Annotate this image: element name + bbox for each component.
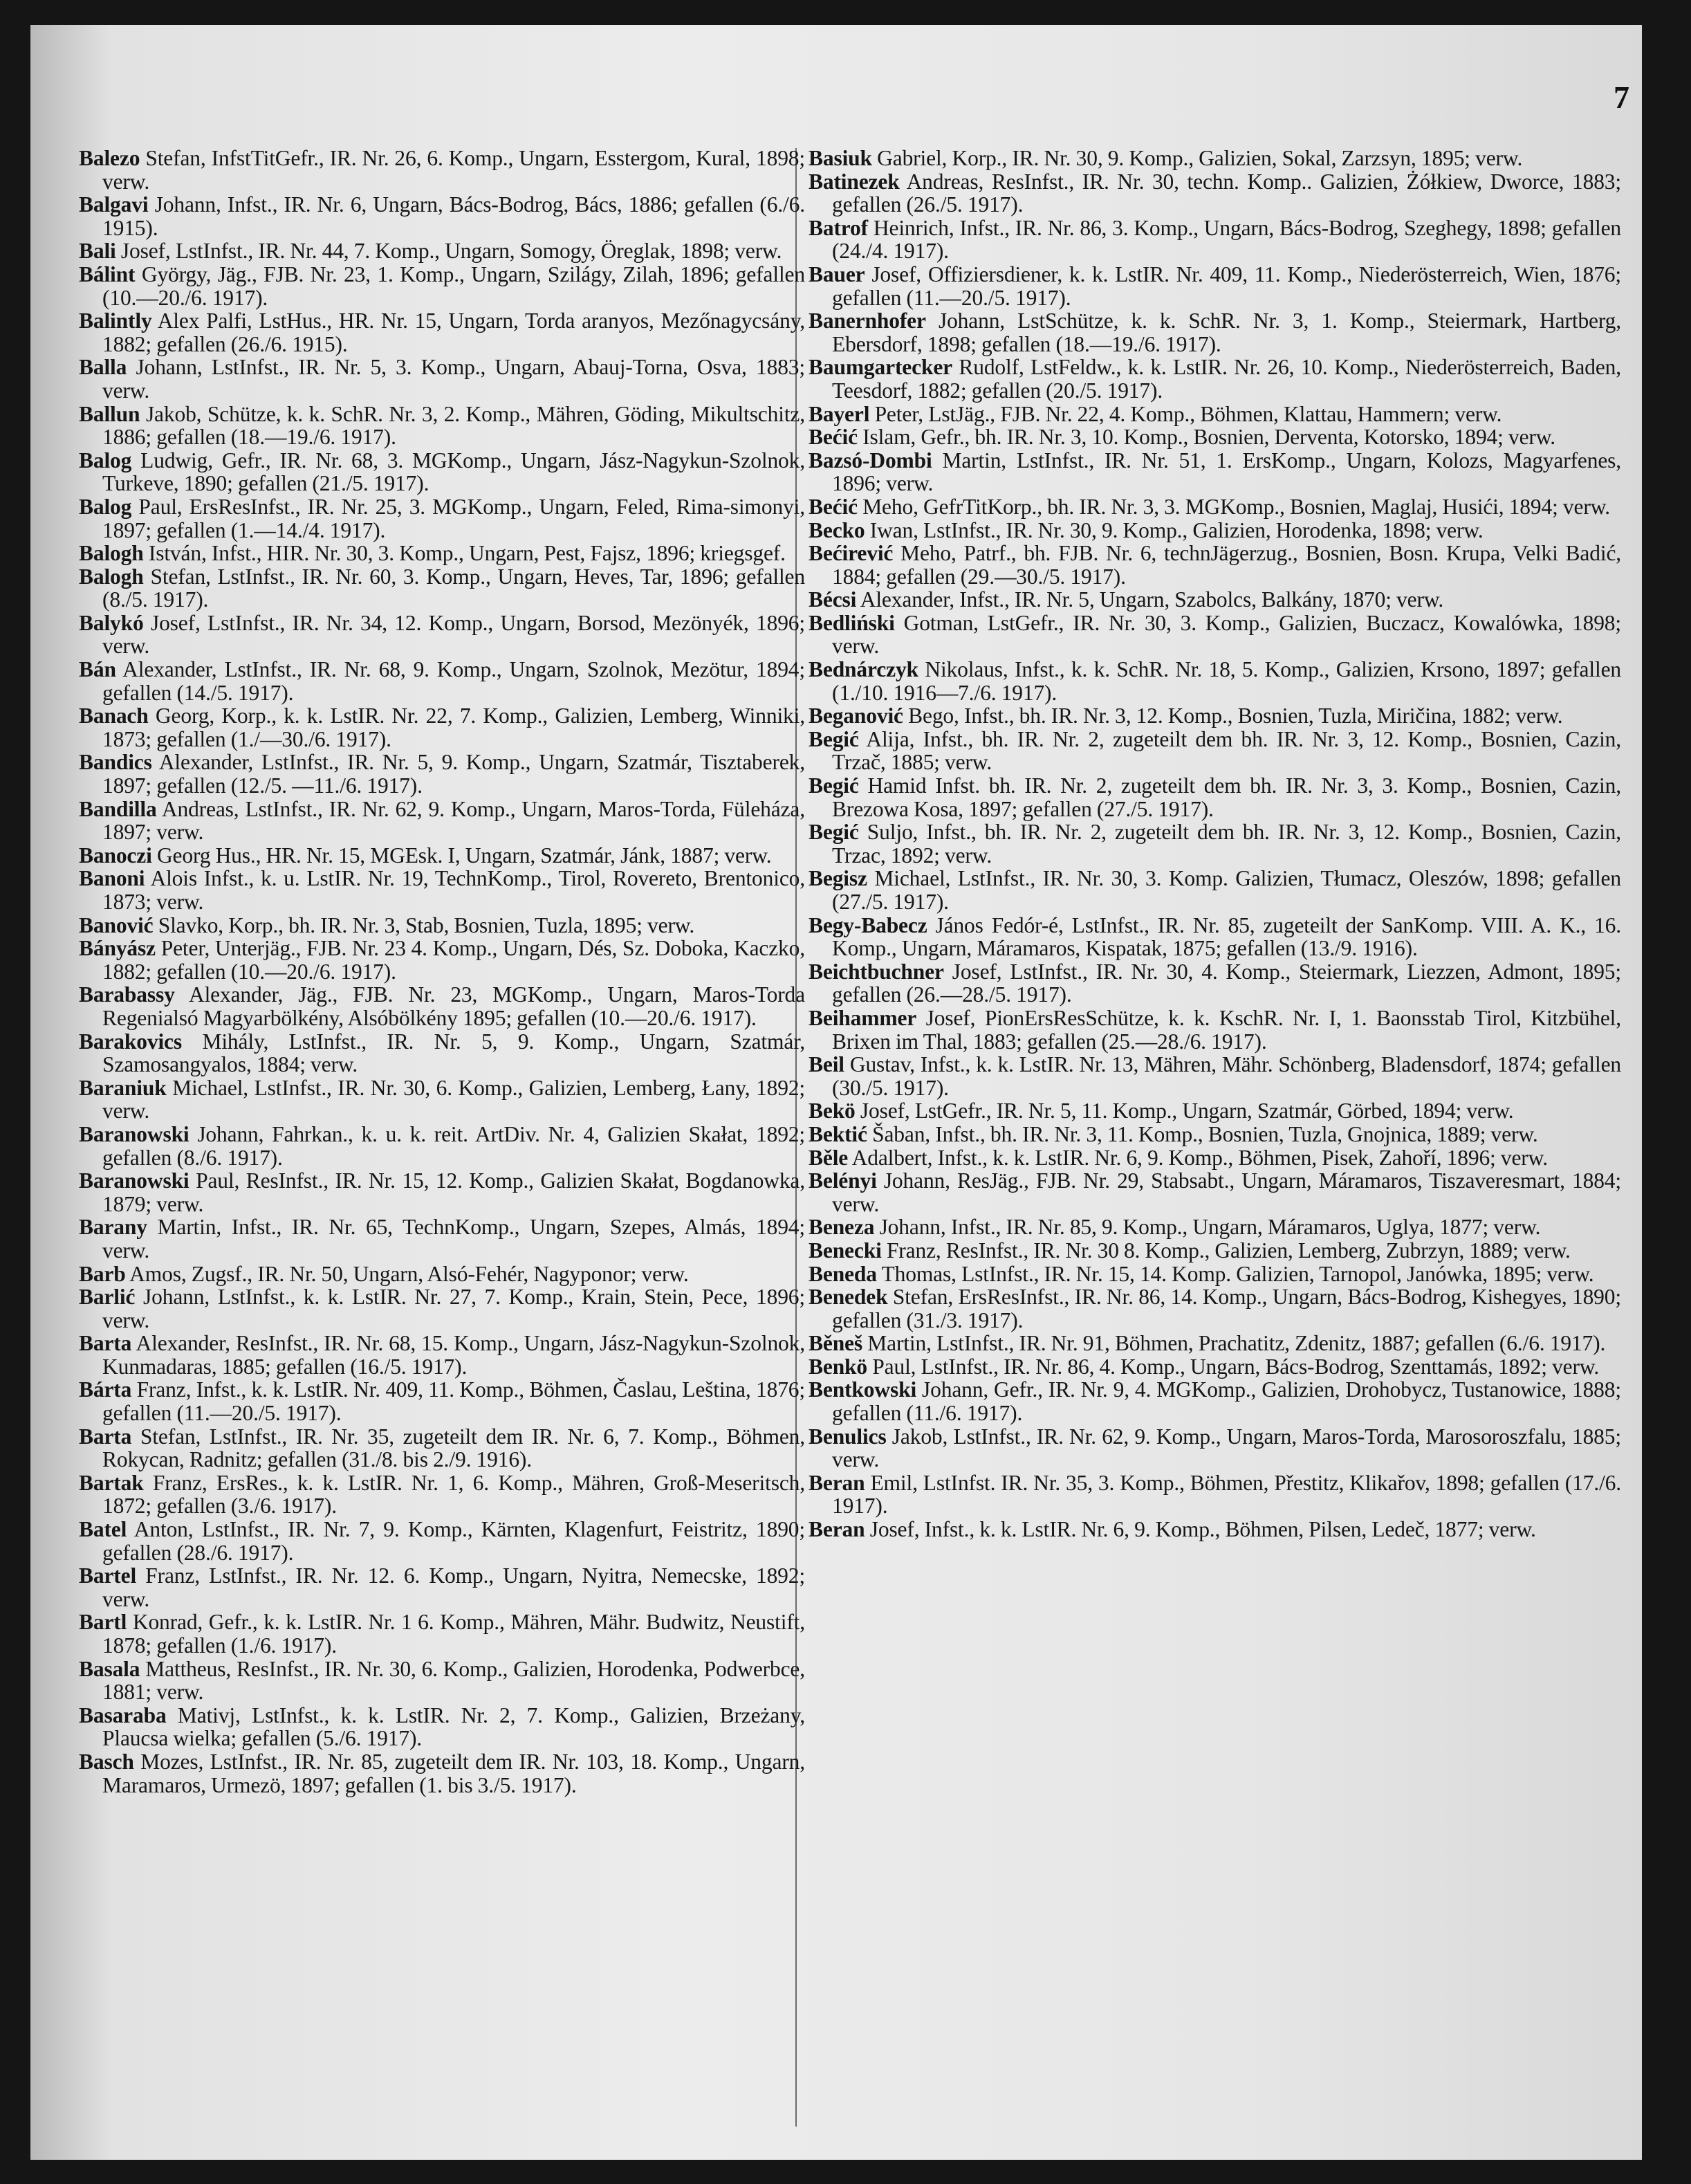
entry-details: Paul, ResInfst., IR. Nr. 15, 12. Komp., Galizien Skałat, Bogdanowka, 1879; verw. xyxy=(102,1168,805,1216)
entry-details: Mozes, LstInfst., IR. Nr. 85, zugeteilt dem IR. Nr. 103, 18. Komp., Ungarn, Maramaros, Urmezö, 1897; gefallen (1. bis 3./5. 1917). xyxy=(102,1749,806,1797)
casualty-entry xyxy=(79,914,805,937)
entry-surname: Balogh xyxy=(79,541,144,566)
casualty-entry xyxy=(79,239,805,263)
casualty-entry xyxy=(808,1146,1621,1170)
entry-surname: Bektić xyxy=(808,1121,867,1146)
entry-details: Konrad, Gefr., k. k. LstIR. Nr. 1 6. Komp., Mähren, Mähr. Budwitz, Neustift, 1878; gefallen (1./6. 1917). xyxy=(102,1610,805,1658)
entry-details: Islam, Gefr., bh. IR. Nr. 3, 10. Komp., Bosnien, Derventa, Kotorsko, 1894; verw. xyxy=(862,425,1556,450)
entry-details: Johann, ResJäg., FJB. Nr. 29, Stabsabt., Ungarn, Máramaros, Tiszaveresmart, 1884; verw. xyxy=(832,1168,1621,1216)
entry-details: Gustav, Infst., k. k. LstIR. Nr. 13, Mähren, Mähr. Schönberg, Bladensdorf, 1874; gefallen (30./5. 1917). xyxy=(832,1052,1622,1100)
entry-surname: Beneda xyxy=(808,1261,877,1286)
entry-details: Jakob, LstInfst., IR. Nr. 62, 9. Komp., Ungarn, Maros-Torda, Marosoroszfalu, 1885; verw. xyxy=(832,1424,1621,1472)
entry-surname: Bazsó-Dombi xyxy=(808,448,932,472)
entry-details: Alexander, ResInfst., IR. Nr. 68, 15. Komp., Ungarn, Jász-Nagykun-Szolnok, Kunmadaras, 1885; gefallen (16./5. 1917). xyxy=(102,1331,805,1379)
casualty-entry xyxy=(79,263,805,309)
entry-details: Johann, LstSchütze, k. k. SchR. Nr. 3, 1. Komp., Steiermark, Hartberg, Ebersdorf, 1898; gefallen (18.—19./6. 1917). xyxy=(832,309,1621,356)
casualty-entry xyxy=(808,1169,1621,1215)
entry-surname: Bécsi xyxy=(808,587,857,612)
entry-details: Jakob, Schütze, k. k. SchR. Nr. 3, 2. Komp., Mähren, Göding, Mikultschitz, 1886; gefallen (18.—19./6. 1917). xyxy=(102,401,805,450)
casualty-entry xyxy=(808,1053,1621,1099)
casualty-entry xyxy=(79,542,805,565)
entry-surname: Begić xyxy=(808,773,859,798)
entry-surname: Begić xyxy=(808,820,859,845)
entry-surname: Balykó xyxy=(79,610,144,635)
entry-surname: Bećirević xyxy=(808,541,894,566)
casualty-entry xyxy=(79,356,805,402)
casualty-entry xyxy=(808,217,1621,263)
entry-surname: Benkö xyxy=(808,1354,868,1379)
entry-surname: Bárta xyxy=(79,1377,132,1402)
casualty-entry xyxy=(808,449,1621,495)
entry-surname: Barakovics xyxy=(79,1029,183,1054)
entry-details: Alois Infst., k. u. LstIR. Nr. 19, TechnKomp., Tirol, Rovereto, Brentonico, 1873; verw. xyxy=(102,866,805,914)
entry-details: Franz, LstInfst., IR. Nr. 12. 6. Komp., Ungarn, Nyitra, Nemecske, 1892; verw. xyxy=(102,1563,805,1611)
entry-details: Johann, Gefr., IR. Nr. 9, 4. MGKomp., Galizien, Drohobycz, Tustanowice, 1888; gefallen (11./6. 1917). xyxy=(832,1377,1621,1426)
entry-surname: Beganović xyxy=(808,704,903,728)
casualty-entry xyxy=(808,704,1621,728)
casualty-entry xyxy=(808,425,1621,449)
entry-details: Georg Hus., HR. Nr. 15, MGEsk. I, Ungarn, Szatmár, Jánk, 1887; verw. xyxy=(156,843,772,868)
entry-surname: Bayerl xyxy=(808,401,870,426)
entry-surname: Begić xyxy=(808,726,859,751)
casualty-entry xyxy=(79,844,805,868)
entry-details: Josef, LstInfst., IR. Nr. 34, 12. Komp., Ungarn, Borsod, Mezönyék, 1896; verw. xyxy=(102,610,805,659)
entry-details: Meho, GefrTitKorp., bh. IR. Nr. 3, 3. MGKomp., Bosnien, Maglaj, Husići, 1894; verw. xyxy=(862,494,1610,519)
entry-surname: Batrof xyxy=(808,215,869,240)
entry-surname: Balogh xyxy=(79,564,144,589)
entry-details: Peter, Unterjäg., FJB. Nr. 23 4. Komp., Ungarn, Dés, Sz. Doboka, Kaczko, 1882; gefallen (10.—20./6. 1917). xyxy=(102,936,805,984)
entry-details: István, Infst., HIR. Nr. 30, 3. Komp., Ungarn, Pest, Fajsz, 1896; kriegsgef. xyxy=(148,541,786,566)
casualty-entry xyxy=(79,1332,805,1378)
entry-surname: Banach xyxy=(79,704,149,728)
entry-surname: Běneš xyxy=(808,1331,863,1356)
entry-surname: Balla xyxy=(79,355,127,380)
entry-details: Mihály, LstInfst., IR. Nr. 5, 9. Komp., Ungarn, Szatmár, Szamosangyalos, 1884; verw. xyxy=(102,1029,806,1077)
entry-surname: Bán xyxy=(79,657,116,682)
entry-details: Ludwig, Gefr., IR. Nr. 68, 3. MGKomp., Ungarn, Jász-Nagykun-Szolnok, Turkeve, 1890; gefallen (21./5. 1917). xyxy=(102,448,805,496)
entry-details: Josef, Offiziersdiener, k. k. LstIR. Nr. 409, 11. Komp., Niederösterreich, Wien, 1876; gefallen (11.—20./5. 1917). xyxy=(832,261,1621,310)
casualty-entry xyxy=(808,1355,1621,1379)
casualty-entry xyxy=(79,937,805,983)
casualty-entry xyxy=(79,658,805,704)
casualty-entry xyxy=(79,983,805,1029)
casualty-entry xyxy=(808,1378,1621,1424)
entry-surname: Batel xyxy=(79,1517,127,1542)
casualty-entry xyxy=(808,1007,1621,1053)
entry-details: Mattheus, ResInfst., IR. Nr. 30, 6. Komp., Galizien, Horodenka, Podwerbce, 1881; verw. xyxy=(102,1656,805,1705)
entry-details: Stefan, LstInfst., IR. Nr. 35, zugeteilt dem IR. Nr. 6, 7. Komp., Böhmen, Rokycan, Radnitz; gefallen (31./8. bis 2./9. 1916). xyxy=(102,1424,805,1472)
casualty-entry xyxy=(808,774,1621,820)
casualty-entry xyxy=(808,495,1621,519)
entry-surname: Banović xyxy=(79,912,154,937)
entry-details: Josef, LstGefr., IR. Nr. 5, 11. Komp., Ungarn, Szatmár, Görbed, 1894; verw. xyxy=(860,1099,1514,1123)
entry-surname: Banoczi xyxy=(79,843,152,868)
casualty-entry xyxy=(79,1611,805,1657)
entry-surname: Balezo xyxy=(79,146,140,170)
entry-details: Michael, LstInfst., IR. Nr. 30, 3. Komp. Galizien, Tłumacz, Oleszów, 1898; gefallen (27./5. 1917). xyxy=(832,866,1621,914)
casualty-entry xyxy=(808,588,1621,612)
casualty-entry xyxy=(808,1471,1621,1518)
entry-details: Andreas, ResInfst., IR. Nr. 30, techn. Komp.. Galizien, Żółkiew, Dworce, 1883; gefallen (26./5. 1917). xyxy=(832,169,1621,217)
entry-details: Adalbert, Infst., k. k. LstIR. Nr. 6, 9. Komp., Böhmen, Pisek, Zahoří, 1896; verw. xyxy=(851,1145,1548,1170)
entry-details: Stefan, ErsResInfst., IR. Nr. 86, 14. Komp., Ungarn, Bács-Bodrog, Kishegyes, 1890; gefallen (31./3. 1917). xyxy=(832,1285,1621,1332)
casualty-entry xyxy=(808,1215,1621,1239)
entry-details: Heinrich, Infst., IR. Nr. 86, 3. Komp., Ungarn, Bács-Bodrog, Szeghegy, 1898; gefallen (24./4. 1917). xyxy=(832,215,1621,264)
casualty-entry xyxy=(808,147,1621,170)
entry-details: Suljo, Infst., bh. IR. Nr. 2, zugeteilt dem bh. IR. Nr. 3, 12. Komp., Bosnien, Cazin, Trzac, 1892; verw. xyxy=(832,820,1622,868)
entry-details: Alexander, LstInfst., IR. Nr. 5, 9. Komp., Ungarn, Szatmár, Tisztaberek, 1897; gefallen (12./5. —11./6. 1917). xyxy=(102,750,805,798)
entry-details: Michael, LstInfst., IR. Nr. 30, 6. Komp., Galizien, Lemberg, Łany, 1892; verw. xyxy=(102,1075,805,1123)
casualty-entry xyxy=(79,1704,805,1750)
casualty-entry xyxy=(79,495,805,542)
casualty-entry xyxy=(808,263,1621,309)
casualty-entry xyxy=(79,1564,805,1611)
casualty-entry xyxy=(808,867,1621,913)
casualty-entry xyxy=(79,1518,805,1564)
casualty-entry xyxy=(808,519,1621,542)
right-column xyxy=(808,147,1621,1541)
entry-details: Emil, LstInfst. IR. Nr. 35, 3. Komp., Böhmen, Přestitz, Klikařov, 1898; gefallen (17./6. 1917). xyxy=(832,1470,1622,1518)
entry-surname: Beran xyxy=(808,1517,865,1542)
entry-details: Paul, ErsResInfst., IR. Nr. 25, 3. MGKomp., Ungarn, Feled, Rima-simonyi, 1897; gefallen (1.—14./4. 1917). xyxy=(102,494,805,542)
casualty-entry xyxy=(79,1425,805,1471)
entry-details: Johann, Fahrkan., k. u. k. reit. ArtDiv. Nr. 4, Galizien Skałat, 1892; gefallen (8./6. 1917). xyxy=(102,1121,805,1170)
casualty-entry xyxy=(808,1099,1621,1123)
entry-surname: Bentkowski xyxy=(808,1377,917,1402)
entry-details: Amos, Zugsf., IR. Nr. 50, Ungarn, Alsó-Fehér, Nagyponor; verw. xyxy=(129,1261,689,1286)
entry-surname: Barta xyxy=(79,1424,132,1449)
entry-surname: Baranowski xyxy=(79,1121,190,1146)
entry-surname: Baraniuk xyxy=(79,1075,167,1100)
entry-details: Georg, Korp., k. k. LstIR. Nr. 22, 7. Komp., Galizien, Lemberg, Winniki, 1873; gefallen (1./—30./6. 1917). xyxy=(102,704,805,751)
entry-details: Alex Palfi, LstHus., HR. Nr. 15, Ungarn, Torda aranyos, Mezőnagycsány, 1882; gefallen (26./6. 1915). xyxy=(102,309,805,356)
entry-surname: Benecki xyxy=(808,1238,882,1263)
entry-surname: Bećić xyxy=(808,494,858,519)
casualty-entry xyxy=(79,565,805,612)
entry-surname: Bandics xyxy=(79,750,152,775)
entry-surname: Baranowski xyxy=(79,1168,190,1193)
entry-surname: Bartak xyxy=(79,1470,144,1495)
entry-details: Martin, LstInfst., IR. Nr. 91, Böhmen, Prachatitz, Zdenitz, 1887; gefallen (6./6. 1917). xyxy=(867,1331,1606,1356)
entry-details: Andreas, LstInfst., IR. Nr. 62, 9. Komp., Ungarn, Maros-Torda, Füleháza, 1897; verw. xyxy=(102,796,805,845)
entry-surname: Bednárczyk xyxy=(808,657,918,682)
entry-surname: Batinezek xyxy=(808,169,900,194)
entry-surname: Banoni xyxy=(79,866,145,891)
entry-details: János Fedór-é, LstInfst., IR. Nr. 85, zugeteilt der SanKomp. VIII. A. K., 16. Komp., Ungarn, Máramaros, Kispatak, 1875; gefallen (13./9. 1916). xyxy=(832,912,1621,961)
entry-details: Franz, ResInfst., IR. Nr. 30 8. Komp., Galizien, Lemberg, Zubrzyn, 1889; verw. xyxy=(886,1238,1571,1263)
entry-surname: Bekö xyxy=(808,1099,856,1123)
entry-surname: Beil xyxy=(808,1052,844,1077)
entry-details: Josef, Infst., k. k. LstIR. Nr. 6, 9. Komp., Böhmen, Pilsen, Ledeč, 1877; verw. xyxy=(869,1517,1536,1542)
entry-surname: Bandilla xyxy=(79,796,157,821)
casualty-entry xyxy=(79,1471,805,1518)
casualty-entry xyxy=(79,1076,805,1123)
entry-details: Johann, LstInfst., k. k. LstIR. Nr. 27, 7. Komp., Krain, Stein, Pece, 1896; verw. xyxy=(102,1285,806,1332)
casualty-entry xyxy=(808,170,1621,217)
entry-surname: Beneza xyxy=(808,1215,875,1240)
entry-details: György, Jäg., FJB. Nr. 23, 1. Komp., Ungarn, Szilágy, Zilah, 1896; gefallen (10.—20./6. 1917). xyxy=(102,261,805,310)
entry-surname: Bartl xyxy=(79,1610,127,1635)
casualty-entry xyxy=(808,1123,1621,1146)
entry-details: Nikolaus, Infst., k. k. SchR. Nr. 18, 5. Komp., Galizien, Krsono, 1897; gefallen (1./10. 1916—7./6. 1917). xyxy=(832,657,1622,705)
entry-details: Stefan, LstInfst., IR. Nr. 60, 3. Komp., Ungarn, Heves, Tar, 1896; gefallen (8./5. 1917). xyxy=(102,564,805,612)
casualty-entry xyxy=(79,1123,805,1169)
entry-details: Martin, Infst., IR. Nr. 65, TechnKomp., Ungarn, Szepes, Almás, 1894; verw. xyxy=(102,1215,805,1263)
entry-surname: Běle xyxy=(808,1145,849,1170)
entry-surname: Balog xyxy=(79,448,132,472)
entry-details: Šaban, Infst., bh. IR. Nr. 3, 11. Komp., Bosnien, Tuzla, Gnojnica, 1889; verw. xyxy=(872,1121,1538,1146)
entry-details: Alexander, Jäg., FJB. Nr. 23, MGKomp., Ungarn, Maros-Torda Regenialsó Magyarbölkény, Alsóbölkény 1895; gefallen (10.—20./6. 1917). xyxy=(102,982,805,1030)
entry-surname: Bányász xyxy=(79,936,156,961)
entry-details: Iwan, LstInfst., IR. Nr. 30, 9. Komp., Galizien, Horodenka, 1898; verw. xyxy=(869,517,1484,542)
entry-details: Alija, Infst., bh. IR. Nr. 2, zugeteilt dem bh. IR. Nr. 3, 12. Komp., Bosnien, Cazin, Trzač, 1885; verw. xyxy=(832,726,1621,775)
entry-details: Gabriel, Korp., IR. Nr. 30, 9. Komp., Galizien, Sokal, Zarzsyn, 1895; verw. xyxy=(877,146,1523,170)
entry-surname: Benulics xyxy=(808,1424,887,1449)
entry-surname: Banernhofer xyxy=(808,309,926,333)
entry-surname: Barb xyxy=(79,1261,126,1286)
entry-surname: Balog xyxy=(79,494,132,519)
casualty-entry xyxy=(808,356,1621,402)
casualty-entry xyxy=(79,867,805,913)
entry-details: Alexander, Infst., IR. Nr. 5, Ungarn, Szabolcs, Balkány, 1870; verw. xyxy=(860,587,1444,612)
casualty-entry xyxy=(79,612,805,658)
casualty-entry xyxy=(79,751,805,797)
entry-details: Johann, Infst., IR. Nr. 6, Ungarn, Bács-Bodrog, Bács, 1886; gefallen (6./6. 1915). xyxy=(102,192,805,240)
casualty-entry xyxy=(79,798,805,844)
casualty-entry xyxy=(808,658,1621,704)
entry-surname: Bali xyxy=(79,239,116,264)
casualty-entry xyxy=(808,1263,1621,1286)
casualty-entry xyxy=(79,1263,805,1286)
casualty-entry xyxy=(79,309,805,356)
entry-surname: Basaraba xyxy=(79,1703,167,1727)
entry-details: Anton, LstInfst., IR. Nr. 7, 9. Komp., Kärnten, Klagenfurt, Feistritz, 1890; gefallen (28./6. 1917). xyxy=(102,1517,805,1565)
casualty-entry xyxy=(79,193,805,239)
entry-details: Franz, Infst., k. k. LstIR. Nr. 409, 11. Komp., Böhmen, Časlau, Leština, 1876; gefallen (11.—20./5. 1917). xyxy=(102,1377,805,1426)
casualty-entry xyxy=(808,960,1621,1007)
entry-surname: Bauer xyxy=(808,261,865,286)
entry-details: Rudolf, LstFeldw., k. k. LstIR. Nr. 26, 10. Komp., Niederösterreich, Baden, Teesdorf, 1882; gefallen (20./5. 1917). xyxy=(832,355,1621,403)
entry-details: Gotman, LstGefr., IR. Nr. 30, 3. Komp., Galizien, Buczacz, Kowalówka, 1898; verw. xyxy=(832,610,1622,659)
entry-surname: Basiuk xyxy=(808,146,872,170)
casualty-entry xyxy=(79,704,805,751)
casualty-entry xyxy=(79,1215,805,1262)
entry-details: Johann, Infst., IR. Nr. 85, 9. Komp., Ungarn, Máramaros, Uglya, 1877; verw. xyxy=(879,1215,1541,1240)
entry-details: Mativj, LstInfst., k. k. LstIR. Nr. 2, 7. Komp., Galizien, Brzeżany, Plaucsa wielka; gefallen (5./6. 1917). xyxy=(102,1703,805,1751)
entry-details: Johann, LstInfst., IR. Nr. 5, 3. Komp., Ungarn, Abauj-Torna, Osva, 1883; verw. xyxy=(102,355,805,403)
entry-details: Josef, LstInfst., IR. Nr. 44, 7. Komp., Ungarn, Somogy, Öreglak, 1898; verw. xyxy=(120,239,782,264)
document-page xyxy=(30,25,1642,2160)
casualty-entry xyxy=(808,612,1621,658)
entry-details: Meho, Patrf., bh. FJB. Nr. 6, technJägerzug., Bosnien, Bosn. Krupa, Velki Badić, 1884; gefallen (29.—30./5. 1917). xyxy=(832,541,1621,589)
entry-surname: Ballun xyxy=(79,401,140,426)
entry-surname: Barany xyxy=(79,1215,147,1240)
entry-details: Peter, LstJäg., FJB. Nr. 22, 4. Komp., Böhmen, Klattau, Hammern; verw. xyxy=(874,401,1502,426)
casualty-entry xyxy=(808,309,1621,356)
casualty-entry xyxy=(808,403,1621,426)
casualty-entry xyxy=(808,820,1621,867)
entry-surname: Balgavi xyxy=(79,192,149,217)
casualty-entry xyxy=(808,1425,1621,1471)
entry-details: Franz, ErsRes., k. k. LstIR. Nr. 1, 6. Komp., Mähren, Groß-Meseritsch, 1872; gefallen (3./6. 1917). xyxy=(102,1470,805,1518)
entry-details: Slavko, Korp., bh. IR. Nr. 3, Stab, Bosnien, Tuzla, 1895; verw. xyxy=(158,912,695,937)
entry-details: Alexander, LstInfst., IR. Nr. 68, 9. Komp., Ungarn, Szolnok, Mezötur, 1894; gefallen (14./5. 1917). xyxy=(102,657,805,705)
entry-surname: Beran xyxy=(808,1470,865,1495)
casualty-entry xyxy=(808,1239,1621,1263)
casualty-entry xyxy=(808,1285,1621,1332)
page-number: 7 xyxy=(1614,80,1629,115)
entry-surname: Baumgartecker xyxy=(808,355,952,380)
left-column xyxy=(79,147,805,1797)
casualty-entry xyxy=(79,1285,805,1332)
entry-details: Hamid Infst. bh. IR. Nr. 2, zugeteilt dem bh. IR. Nr. 3, 3. Komp., Bosnien, Cazin, Brezowa Kosa, 1897; gefallen (27./5. 1917). xyxy=(832,773,1621,821)
entry-surname: Benedek xyxy=(808,1285,888,1310)
entry-details: Stefan, InfstTitGefr., IR. Nr. 26, 6. Komp., Ungarn, Esstergom, Kural, 1898; verw. xyxy=(102,146,805,194)
entry-surname: Barta xyxy=(79,1331,132,1356)
entry-surname: Barlić xyxy=(79,1285,136,1310)
casualty-entry xyxy=(808,728,1621,774)
entry-surname: Bedliński xyxy=(808,610,895,635)
casualty-entry xyxy=(79,1658,805,1704)
casualty-entry xyxy=(79,147,805,193)
casualty-entry xyxy=(808,1332,1621,1355)
entry-surname: Begisz xyxy=(808,866,867,891)
entry-surname: Becko xyxy=(808,517,865,542)
entry-surname: Bálint xyxy=(79,261,136,286)
casualty-entry xyxy=(79,403,805,449)
casualty-entry xyxy=(808,914,1621,960)
entry-surname: Basala xyxy=(79,1656,140,1681)
casualty-entry xyxy=(79,1750,805,1797)
entry-surname: Balintly xyxy=(79,309,152,333)
entry-surname: Bartel xyxy=(79,1563,137,1588)
casualty-entry xyxy=(808,1518,1621,1541)
entry-details: Josef, PionErsResSchütze, k. k. KschR. Nr. I, 1. Baonsstab Tirol, Kitzbühel, Brixen im Thal, 1883; gefallen (25.—28./6. 1917). xyxy=(832,1005,1621,1054)
casualty-entry xyxy=(808,542,1621,588)
entry-surname: Belényi xyxy=(808,1168,877,1193)
casualty-entry xyxy=(79,1169,805,1215)
entry-surname: Beichtbuchner xyxy=(808,959,944,984)
entry-surname: Begy-Babecz xyxy=(808,912,927,937)
entry-details: Josef, LstInfst., IR. Nr. 30, 4. Komp., Steiermark, Liezzen, Admont, 1895; gefallen (26.—28./5. 1917). xyxy=(832,959,1621,1007)
casualty-entry xyxy=(79,1378,805,1424)
entry-details: Thomas, LstInfst., IR. Nr. 15, 14. Komp. Galizien, Tarnopol, Janówka, 1895; verw. xyxy=(881,1261,1594,1286)
entry-surname: Bećić xyxy=(808,425,858,450)
entry-surname: Basch xyxy=(79,1749,134,1774)
casualty-entry xyxy=(79,1030,805,1076)
entry-details: Bego, Infst., bh. IR. Nr. 3, 12. Komp., Bosnien, Tuzla, Miričina, 1882; verw. xyxy=(908,704,1563,728)
entry-details: Paul, LstInfst., IR. Nr. 86, 4. Komp., Ungarn, Bács-Bodrog, Szenttamás, 1892; verw. xyxy=(872,1354,1600,1379)
entry-surname: Beihammer xyxy=(808,1005,917,1030)
casualty-entry xyxy=(79,449,805,495)
entry-details: Martin, LstInfst., IR. Nr. 51, 1. ErsKomp., Ungarn, Kolozs, Magyarfenes, 1896; verw. xyxy=(832,448,1621,496)
entry-surname: Barabassy xyxy=(79,982,175,1007)
